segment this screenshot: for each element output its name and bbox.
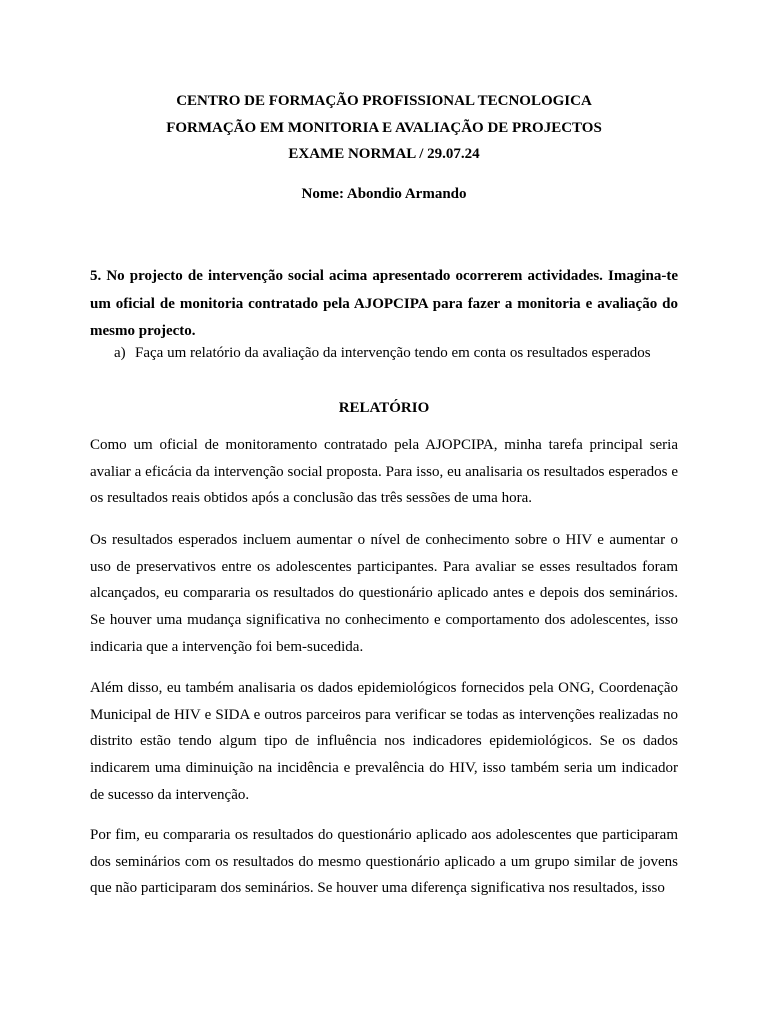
course-title: FORMAÇÃO EM MONITORIA E AVALIAÇÃO DE PROJECTOS	[166, 120, 602, 136]
question-item-text: Faça um relatório da avaliação da intervenção tendo em conta os resultados esperados	[135, 345, 651, 361]
report-paragraph-1: Como um oficial de monitoramento contratado pela AJOPCIPA, minha tarefa principal seria avaliar a eficácia da intervenção social proposta. Para isso, eu analisaria os resultados esperados e os resultados reais obtidos após a conclusão das três sessões de uma hora.	[90, 437, 678, 507]
report-paragraph-4: Por fim, eu compararia os resultados do questionário aplicado aos adolescentes que participaram dos seminários com os resultados do mesmo questionário aplicado a um grupo similar de jovens que não participaram dos seminários. Se houver uma diferença significativa nos resultados, isso	[90, 827, 678, 897]
report-paragraph-3: Além disso, eu também analisaria os dados epidemiológicos fornecidos pela ONG, Coordenação Municipal de HIV e SIDA e outros parceiros para verificar se todas as intervenções realizadas no distrito estão tendo algum tipo de influência nos indicadores epidemiológicos. Se os dados indicarem uma diminuição na incidência e prevalência do HIV, isso também seria um indicador de sucesso da intervenção.	[90, 680, 678, 803]
exam-title: EXAME NORMAL / 29.07.24	[288, 146, 480, 162]
institution-title: CENTRO DE FORMAÇÃO PROFISSIONAL TECNOLOGICA	[176, 93, 592, 109]
question-text: 5. No projecto de intervenção social acima apresentado ocorrerem actividades. Imagina-te um oficial de monitoria contratado pela AJOPCIPA para fazer a monitoria e avaliação do mesmo projecto.	[90, 268, 678, 339]
student-name: Nome: Abondio Armando	[301, 186, 467, 202]
question-item	[114, 345, 651, 362]
report-paragraph-2: Os resultados esperados incluem aumentar o nível de conhecimento sobre o HIV e aumentar o uso de preservativos entre os adolescentes participantes. Para avaliar se esses resultados foram alcançados, eu compararia os resultados do questionário aplicado antes e depois dos seminários. Se houver uma mudança significativa no conhecimento e comportamento dos adolescentes, isso indicaria que a intervenção foi bem-sucedida.	[90, 532, 678, 655]
report-title: RELATÓRIO	[338, 400, 430, 416]
question-item-marker: a)	[114, 345, 126, 361]
